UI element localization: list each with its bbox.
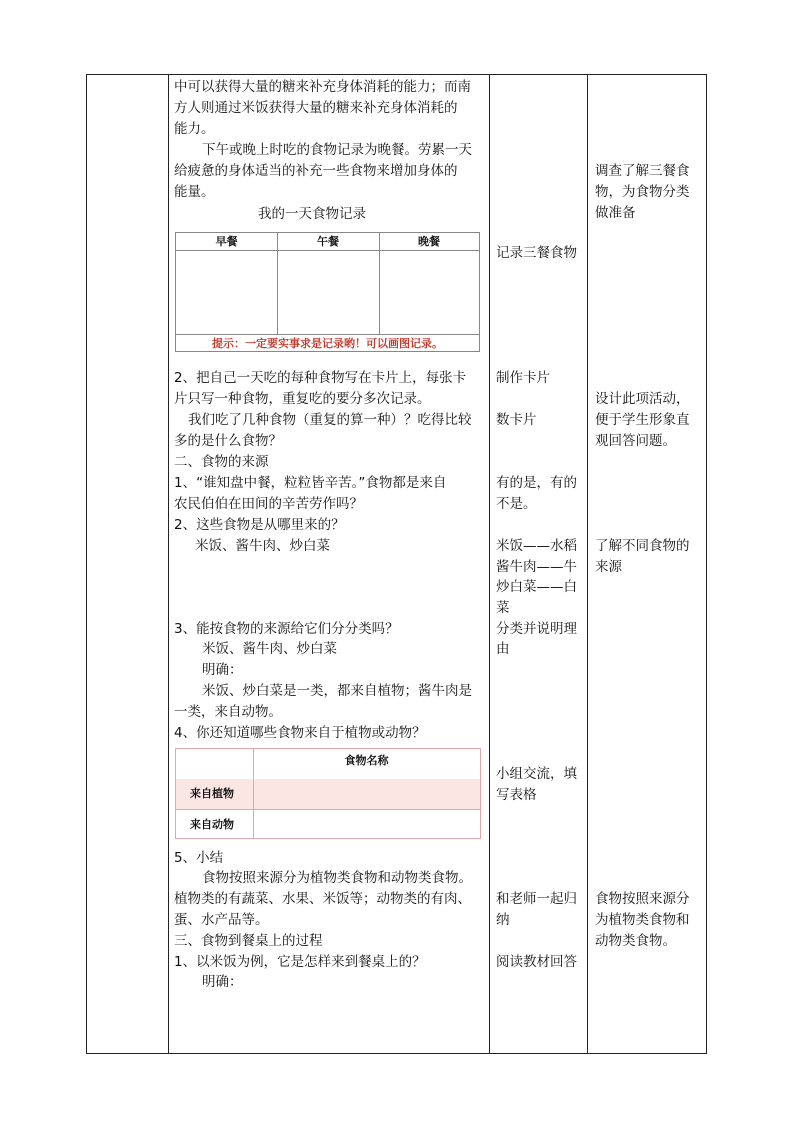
content-line: 植物类的有蔬菜、水果、米饭等；动物类的有肉、 — [174, 891, 471, 907]
content-line: 米饭、酱牛肉、炒白菜 — [202, 641, 337, 657]
content-line: 方人则通过米饭获得大量的糖来补充身体消耗的 — [174, 100, 458, 116]
design-intent: 为植物类食物和 — [595, 912, 690, 928]
food-source-table — [175, 748, 481, 839]
design-intent: 了解不同食物的 — [595, 538, 690, 554]
column-divider-3 — [587, 74, 588, 1054]
content-line: 5、小结 — [174, 850, 224, 866]
source-col-divider — [253, 749, 254, 838]
column-divider-2 — [489, 74, 490, 1054]
record-tip: 提示：一定要实事求是记录哟！可以画图记录。 — [212, 337, 443, 350]
section-heading: 二、食物的来源 — [174, 454, 269, 470]
content-line: 明确： — [202, 662, 243, 678]
student-activity: 阅读教材回答 — [496, 954, 577, 970]
content-line: 我们吃了几种食物（重复的算一种）？吃得比较 — [188, 412, 472, 428]
record-cells — [176, 250, 479, 335]
student-activity: 和老师一起归 — [496, 891, 577, 907]
student-activity: 有的是，有的 — [496, 475, 577, 491]
content-line: 农民伯伯在田间的辛苦劳作吗？ — [174, 496, 363, 512]
student-activity: 炒白菜——白 — [496, 579, 577, 595]
record-col-divider — [379, 233, 380, 334]
student-activity: 由 — [496, 641, 510, 657]
student-activity: 制作卡片 — [496, 370, 550, 386]
column-divider-1 — [168, 74, 169, 1054]
content-line: 片只写一种食物，重复吃的要分多次记录。 — [174, 391, 431, 407]
header-breakfast: 早餐 — [176, 233, 277, 251]
content-line: 明确： — [202, 974, 243, 990]
student-activity: 数卡片 — [496, 412, 537, 428]
content-line: 3、能按食物的来源给它们分分类吗？ — [174, 621, 399, 637]
content-line: 给疲惫的身体适当的补充一些食物来增加身体的 — [174, 163, 458, 179]
food-record-table — [175, 232, 480, 352]
design-intent: 物，为食物分类 — [595, 184, 690, 200]
student-activity: 米饭——水稻 — [496, 538, 577, 554]
content-line: 一类，来自动物。 — [174, 704, 282, 720]
student-activity: 记录三餐食物 — [496, 245, 577, 261]
content-line: 米饭、炒白菜是一类，都来自植物；酱牛肉是 — [202, 683, 472, 699]
student-activity: 写表格 — [496, 787, 537, 803]
content-line: 多的是什么食物？ — [174, 433, 282, 449]
content-line: 4、你还知道哪些食物来自于植物或动物？ — [174, 725, 426, 741]
content-line: 能力。 — [174, 121, 215, 137]
content-line: 蛋、水产品等。 — [174, 912, 269, 928]
source-row-animal — [176, 810, 480, 839]
student-activity: 酱牛肉——牛 — [496, 559, 577, 575]
design-intent: 做准备 — [595, 205, 636, 221]
source-row-plant — [176, 779, 480, 810]
section-heading: 三、食物到餐桌上的过程 — [174, 933, 323, 949]
design-intent: 动物类食物。 — [595, 933, 676, 949]
design-intent: 来源 — [595, 559, 622, 575]
design-intent: 食物按照来源分 — [595, 891, 690, 907]
content-line: 能量。 — [174, 184, 215, 200]
student-activity: 不是。 — [496, 496, 537, 512]
content-line: 下午或晚上时吃的食物记录为晚餐。劳累一天 — [202, 142, 472, 158]
source-header-row — [176, 749, 480, 780]
record-col-divider — [277, 233, 278, 334]
label-from-animal: 来自动物 — [190, 818, 234, 831]
label-from-plant: 来自植物 — [190, 787, 234, 800]
student-activity: 小组交流，填 — [496, 766, 577, 782]
design-intent: 调查了解三餐食 — [595, 163, 690, 179]
student-activity: 分类并说明理 — [496, 621, 577, 637]
header-dinner: 晚餐 — [379, 233, 479, 251]
design-intent: 便于学生形象直 — [595, 412, 690, 428]
content-line: 1、“谁知盘中餐，粒粒皆辛苦。”食物都是来自 — [174, 475, 447, 491]
content-line: 中可以获得大量的糖来补充身体消耗的能力；而南 — [174, 79, 471, 95]
content-line: 2、这些食物是从哪里来的？ — [174, 517, 345, 533]
content-line: 食物按照来源分为植物类食物和动物类食物。 — [202, 870, 472, 886]
student-activity: 菜 — [496, 600, 510, 616]
content-line: 米饭、酱牛肉、炒白菜 — [195, 538, 330, 554]
design-intent: 观回答问题。 — [595, 433, 676, 449]
header-lunch: 午餐 — [277, 233, 379, 251]
student-activity: 纳 — [496, 912, 510, 928]
design-intent: 设计此项活动， — [595, 391, 690, 407]
record-title: 我的一天食物记录 — [258, 206, 366, 222]
header-food-name: 食物名称 — [344, 754, 389, 767]
content-line: 2、把自己一天吃的每种食物写在卡片上，每张卡 — [174, 370, 467, 386]
content-line: 1、以米饭为例，它是怎样来到餐桌上的？ — [174, 954, 426, 970]
